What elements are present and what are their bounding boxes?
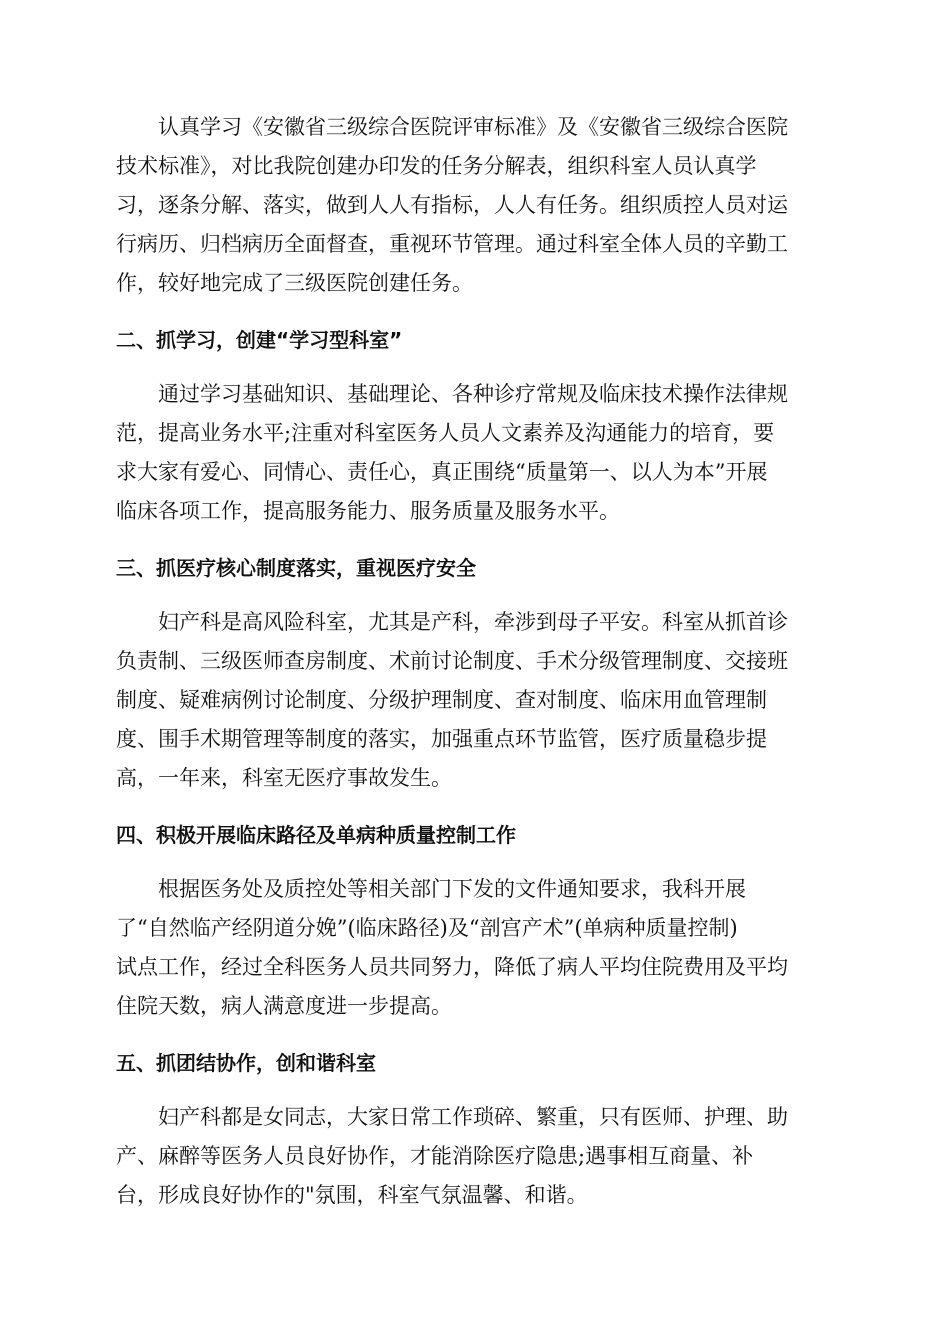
text-line: 求大家有爱心、同情心、责任心，真正围绕“质量第一、以人为本”开展 bbox=[116, 460, 768, 484]
text-line: 试点工作，经过全科医务人员共同努力，降低了病人平均住院费用及平均 bbox=[116, 955, 788, 979]
paragraph-section-2 bbox=[116, 375, 836, 531]
text-line: 根据医务处及质控处等相关部门下发的文件通知要求，我科开展 bbox=[158, 877, 746, 901]
text-line: 范，提高业务水平;注重对科室医务人员人文素养及沟通能力的培育，要 bbox=[116, 421, 775, 445]
section-heading-4: 四、积极开展临床路径及单病种质量控制工作 bbox=[116, 823, 516, 847]
text-line: 技术标准》，对比我院创建办印发的任务分解表，组织科室人员认真学 bbox=[116, 154, 757, 178]
text-line: 通过学习基础知识、基础理论、各种诊疗常规及临床技术操作法律规 bbox=[158, 382, 788, 406]
text-line: 了“自然临产经阴道分娩”(临床路径)及“剖宫产术”(单病种质量控制) bbox=[116, 916, 738, 940]
text-line: 妇产科都是女同志，大家日常工作琐碎、繁重，只有医师、护理、助 bbox=[158, 1105, 788, 1129]
text-line: 妇产科是高风险科室，尤其是产科，牵涉到母子平安。科室从抓首诊 bbox=[158, 610, 788, 634]
section-heading-2: 二、抓学习，创建“学习型科室” bbox=[116, 328, 403, 352]
section-heading-5: 五、抓团结协作，创和谐科室 bbox=[116, 1051, 376, 1075]
text-line: 住院天数，病人满意度进一步提高。 bbox=[116, 994, 452, 1018]
text-line: 台，形成良好协作的"氛围，科室气氛温馨、和谐。 bbox=[116, 1183, 588, 1207]
text-line: 制度、疑难病例讨论制度、分级护理制度、查对制度、临床用血管理制 bbox=[116, 688, 767, 712]
paragraph-section-5 bbox=[116, 1098, 836, 1215]
document-page bbox=[116, 108, 836, 1215]
text-line: 认真学习《安徽省三级综合医院评审标准》及《安徽省三级综合医院 bbox=[158, 115, 788, 139]
text-line: 产、麻醉等医务人员良好协作，才能消除医疗隐患;遇事相互商量、补 bbox=[116, 1144, 754, 1168]
section-heading-3: 三、抓医疗核心制度落实，重视医疗安全 bbox=[116, 556, 476, 580]
text-line: 行病历、归档病历全面督查，重视环节管理。通过科室全体人员的辛勤工 bbox=[116, 232, 788, 256]
paragraph-section-4 bbox=[116, 870, 836, 1026]
text-line: 习，逐条分解、落实，做到人人有指标，人人有任务。组织质控人员对运 bbox=[116, 193, 788, 217]
text-line: 高，一年来，科室无医疗事故发生。 bbox=[116, 766, 452, 790]
paragraph-intro bbox=[116, 108, 836, 303]
text-line: 临床各项工作，提高服务能力、服务质量及服务水平。 bbox=[116, 499, 620, 523]
paragraph-section-3 bbox=[116, 603, 836, 798]
text-line: 作，较好地完成了三级医院创建任务。 bbox=[116, 271, 473, 295]
text-line: 度、围手术期管理等制度的落实，加强重点环节监管，医疗质量稳步提 bbox=[116, 727, 767, 751]
text-line: 负责制、三级医师查房制度、术前讨论制度、手术分级管理制度、交接班 bbox=[116, 649, 788, 673]
